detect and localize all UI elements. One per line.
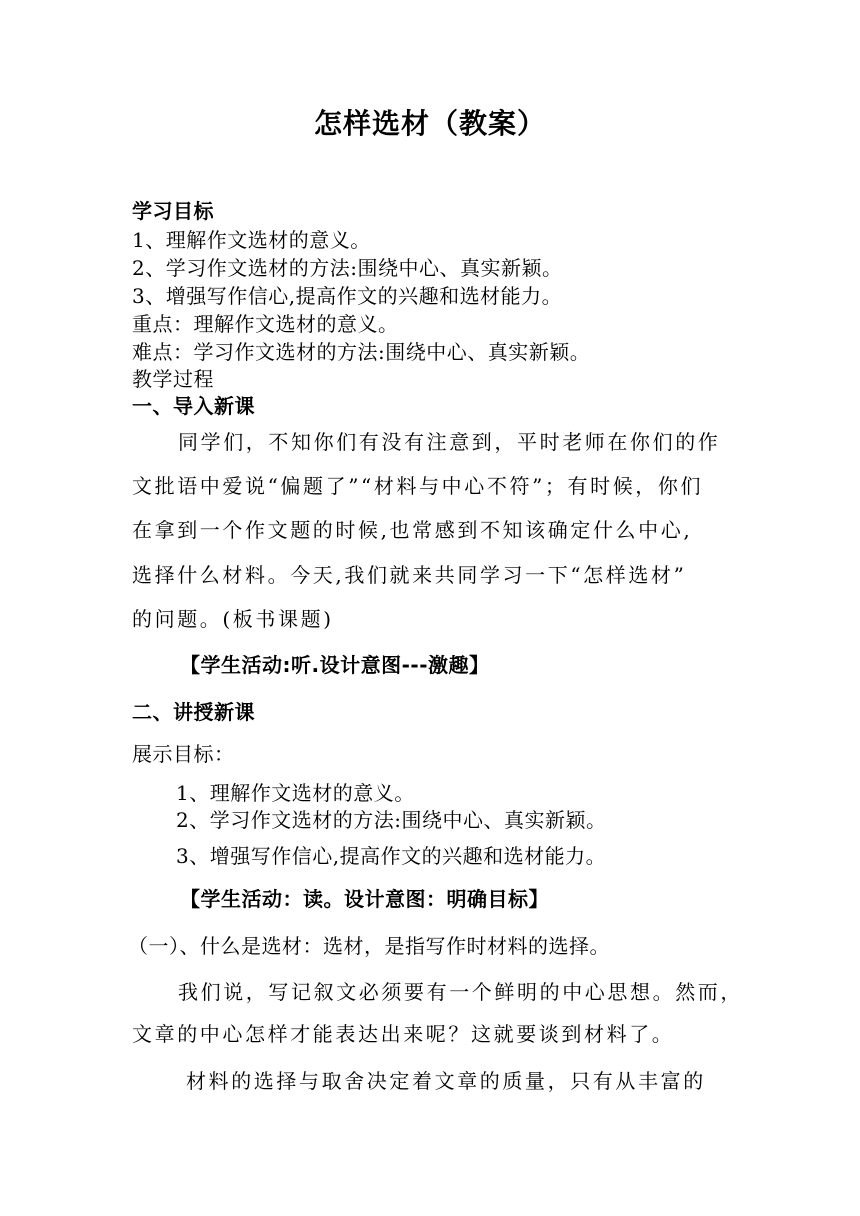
objective-item-2: 2、学习作文选材的方法:围绕中心、真实新颖。 [132, 256, 563, 280]
intro-paragraph-line-3: 在拿到一个作文题的时候,也常感到不知该确定什么中心, [132, 518, 693, 542]
goal-item-3: 3、增强写作信心,提高作文的兴趣和选材能力。 [176, 844, 607, 868]
show-goals-label: 展示目标： [132, 742, 235, 766]
intro-paragraph-line-2: 文批语中爱说“偏题了”“材料与中心不符”；有时候，你们 [132, 474, 704, 498]
body-paragraph-line-1: 我们说，写记叙文必须要有一个鲜明的中心思想。然而， [178, 980, 743, 1004]
subsection1-definition: （一）、什么是选材：选材，是指写作时材料的选择。 [128, 934, 610, 958]
objectives-heading: 学习目标 [132, 199, 214, 223]
goal-item-1: 1、理解作文选材的意义。 [176, 781, 415, 805]
section2-activity-note: 【学生活动：读。设计意图：明确目标】 [180, 887, 549, 911]
difficulty-point: 难点：学习作文选材的方法:围绕中心、真实新颖。 [132, 340, 591, 364]
objective-item-1: 1、理解作文选材的意义。 [132, 228, 371, 252]
body-paragraph-line-3: 材料的选择与取舍决定着文章的质量，只有从丰富的 [186, 1069, 706, 1093]
intro-paragraph-line-5: 的问题。(板书课题) [132, 607, 334, 631]
key-point: 重点：理解作文选材的意义。 [132, 312, 399, 336]
section1-heading: 一、导入新课 [132, 394, 255, 418]
document-title: 怎样选材（教案） [313, 107, 546, 140]
objective-item-3: 3、增强写作信心,提高作文的兴趣和选材能力。 [132, 284, 563, 308]
section1-activity-note: 【学生活动:听.设计意图---激趣】 [180, 653, 490, 677]
intro-paragraph-line-4: 选择什么材料。今天,我们就来共同学习一下“怎样选材” [132, 563, 687, 587]
goal-item-2: 2、学习作文选材的方法:围绕中心、真实新颖。 [176, 808, 607, 832]
process-label: 教学过程 [132, 367, 214, 391]
section2-heading: 二、讲授新课 [132, 700, 255, 724]
body-paragraph-line-2: 文章的中心怎样才能表达出来呢？这就要谈到材料了。 [132, 1022, 675, 1046]
intro-paragraph-line-1: 同学们，不知你们有没有注意到，平时老师在你们的作 [178, 430, 721, 454]
